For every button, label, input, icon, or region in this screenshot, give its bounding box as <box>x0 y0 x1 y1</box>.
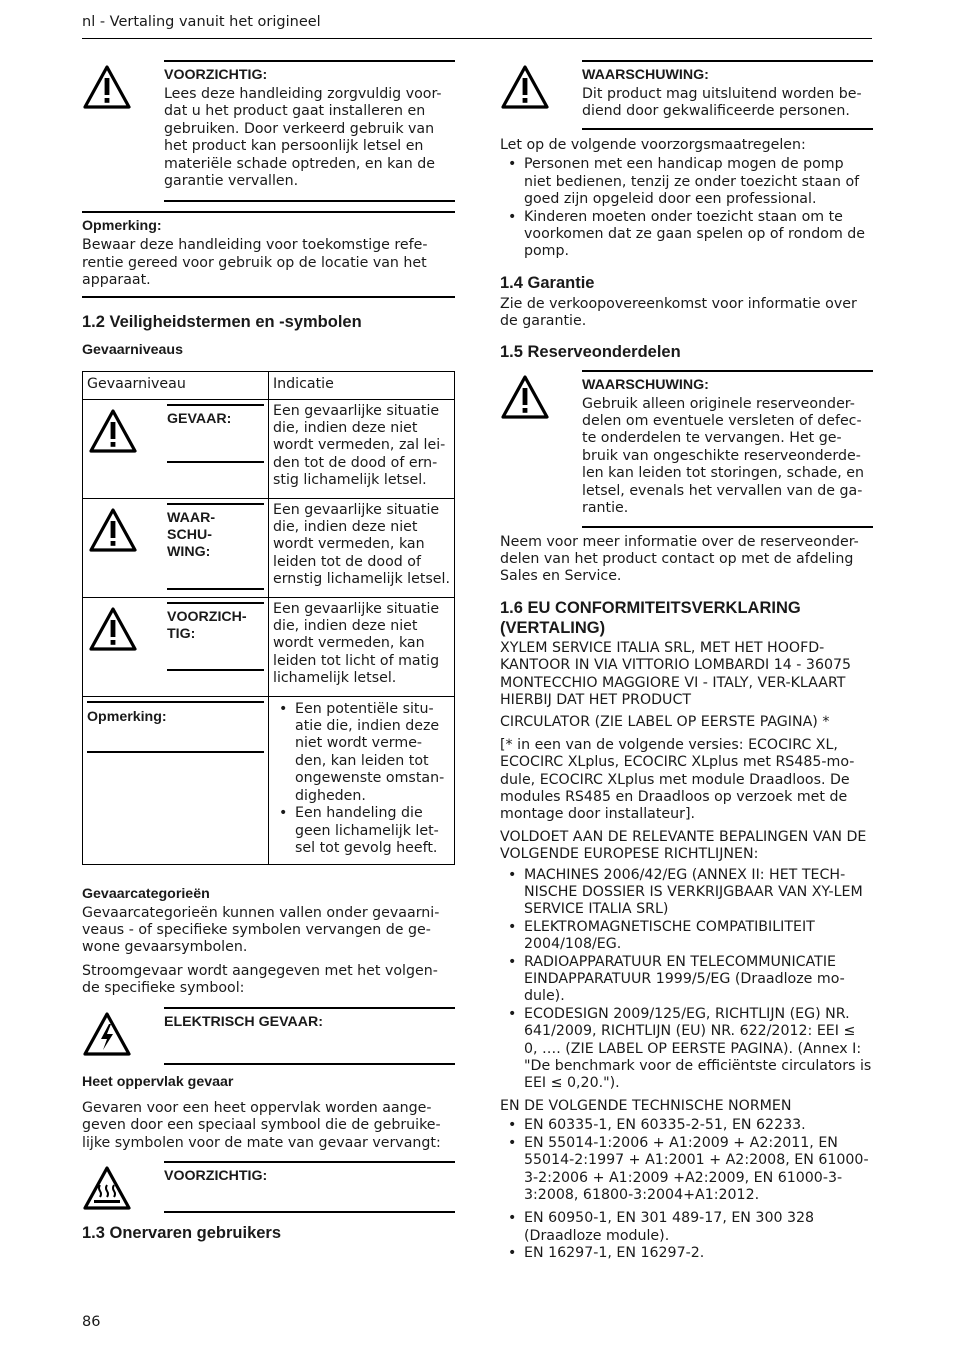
list-item: • EN 55014-1:2006 + A1:2009 + A2:2011, EN 55014-2:1997 + A1:2001 + A2:2008, EN 61000-3-2:2006 + A1:2009 +A2:2009, EN 61000-3-3:2008, 61800-3:2004+A1:2012. <box>500 1135 873 1205</box>
versions-text: [* in een van de volgende versies: ECOCIRC XL, ECOCIRC XLplus, ECOCIRC XLplus met RS485-mo-dule, ECOCIRC XLplus met module Draadloos. De modules RS485 en Draadloos op verzoek met de montage door installateur]. <box>500 736 855 823</box>
note-text: Bewaar deze handleiding voor toekomstige refe-rentie gereed voor gebruik op de locatie van het apparaat. <box>82 237 428 289</box>
norms-list <box>500 1117 873 1204</box>
right-column <box>500 60 873 1263</box>
hazard-levels-heading: Gevaarniveaus <box>82 341 183 358</box>
hazard-categories-heading: Gevaarcategorieën <box>82 885 210 902</box>
note-block <box>82 211 455 297</box>
header-rule <box>82 38 872 39</box>
list-item: • EN 60950-1, EN 301 489-17, EN 300 328 (Draadloze module). <box>500 1210 873 1245</box>
hazard-label-rule <box>167 588 264 590</box>
hot-surface-text: Gevaren voor een heet oppervlak worden aange-geven door een speciaal symbool die de gebruike-lijke symbolen voor de mate van gevaar vervangt: <box>82 1099 441 1151</box>
hazard-label-rule <box>167 461 264 463</box>
table-row <box>83 399 455 498</box>
warning-title: WAARSCHUWING: <box>582 67 709 83</box>
note-items-list <box>271 701 450 858</box>
hazard-description: Een gevaarlijke situatie die, indien deze niet wordt vermeden, kan leiden tot de dood of ernstig lichamelijk letsel. <box>269 498 455 597</box>
list-item: • ECODESIGN 2009/125/EG, RICHTLIJN (EG) NR. 641/2009, RICHTLIJN (EU) NR. 622/2012: EEI ≤ 0, …. (ZIE LABEL OP EERSTE PAGINA). (Annex I: "De benchmark voor de efficiëntste circulators is EEI ≤ 0,20."). <box>500 1006 873 1093</box>
note-title: Opmerking: <box>82 218 162 235</box>
electrical-hazard-block <box>82 1007 455 1065</box>
hot-surface-block <box>82 1161 455 1213</box>
spare-parts-warning-block <box>500 370 873 528</box>
table-header-row <box>83 371 455 399</box>
precautions-intro: Let op de volgende voorzorgsmaatregelen: <box>500 137 806 153</box>
warning-triangle-icon <box>88 507 138 553</box>
warning-triangle-icon <box>88 408 138 454</box>
note-label: Opmerking: <box>87 701 264 726</box>
norms-list-2 <box>500 1210 873 1262</box>
list-item: • Kinderen moeten onder toezicht staan om te voorkomen dat ze gaan spelen op of rondom de pomp. <box>500 209 873 261</box>
warning-triangle-icon <box>500 374 550 420</box>
left-column <box>82 60 455 1243</box>
electric-hazard-icon <box>82 1011 132 1057</box>
table-row <box>83 597 455 696</box>
warning-triangle-icon <box>88 606 138 652</box>
note-description <box>269 696 455 864</box>
electrical-hazard-title: ELEKTRISCH GEVAAR: <box>164 1013 323 1030</box>
list-item: • RADIOAPPARATUUR EN TELECOMMUNICATIE EINDAPPARATUUR 1999/5/EG (Draadloze mo-dule). <box>500 954 873 1006</box>
precautions-list <box>500 156 873 260</box>
section-1-2-heading: 1.2 Veiligheidstermen en -symbolen <box>82 312 362 331</box>
table-row <box>83 498 455 597</box>
hazard-level-cell <box>83 400 268 498</box>
list-item: • Een potentiële situ-atie die, indien deze niet wordt verme-den, kan leiden tot ongewenste omstan-digheden. <box>271 701 450 805</box>
spare-parts-warning-title: WAARSCHUWING: <box>582 376 709 393</box>
warning-triangle-icon <box>82 64 132 110</box>
directives-list <box>500 867 873 1093</box>
directives-intro: VOLDOET AAN DE RELEVANTE BEPALINGEN VAN DE VOLGENDE EUROPESE RICHTLIJNEN: <box>500 828 867 863</box>
table-header-level: Gevaarniveau <box>83 371 269 399</box>
norms-intro: EN DE VOLGENDE TECHNISCHE NORMEN <box>500 1097 792 1114</box>
note-label-rule <box>87 751 264 753</box>
hazard-level-cell <box>83 598 268 696</box>
hazard-levels-table <box>82 371 455 865</box>
table-row <box>83 696 455 864</box>
section-1-5-heading: 1.5 Reserveonderdelen <box>500 342 681 361</box>
page-number: 86 <box>82 1314 101 1330</box>
warning-text: Dit product mag uitsluitend worden be-diend door gekwalificeerde personen. <box>582 86 862 120</box>
caution-title: VOORZICHTIG: <box>164 67 268 83</box>
section-1-6-heading: 1.6 EU CONFORMITEITSVERKLARING (VERTALING) <box>500 598 801 637</box>
list-item: • EN 60335-1, EN 60335-2-51, EN 62233. <box>500 1117 873 1134</box>
running-header: nl - Vertaling vanuit het origineel <box>82 14 321 30</box>
hazard-label-warning: WAAR- SCHU- WING: <box>167 503 264 561</box>
hazard-description: Een gevaarlijke situatie die, indien deze niet wordt vermeden, zal lei-den tot de dood of ern-stig lichamelijk letsel. <box>269 399 455 498</box>
list-item: • EN 16297-1, EN 16297-2. <box>500 1245 873 1262</box>
electrical-intro-text: Stroomgevaar wordt aangegeven met het volgen-de specifieke symbool: <box>82 962 438 997</box>
hot-surface-icon <box>82 1165 132 1211</box>
table-header-indication: Indicatie <box>269 371 455 399</box>
list-item: • Een handeling die geen lichamelijk let-sel tot gevolg heeft. <box>271 805 450 857</box>
warranty-text: Zie de verkoopovereenkomst voor informatie over de garantie. <box>500 295 857 330</box>
spare-parts-text: Neem voor meer informatie over de reserveonder-delen van het product contact op met de afdeling Sales en Service. <box>500 533 859 585</box>
section-1-3-heading: 1.3 Onervaren gebruikers <box>82 1223 282 1242</box>
product-line: CIRCULATOR (ZIE LABEL OP EERSTE PAGINA) * <box>500 714 830 731</box>
hot-surface-heading: Heet oppervlak gevaar <box>82 1073 234 1090</box>
caution-text: Lees deze handleiding zorgvuldig voor-dat u het product gaat installeren en gebruiken. Door verkeerd gebruik van het product kan persoonlijk letsel en materiële schade optreden, en kan de garantie vervallen. <box>164 86 442 190</box>
warning-block <box>500 60 873 130</box>
caution-block <box>82 60 455 202</box>
list-item: • MACHINES 2006/42/EG (ANNEX II: HET TECH-NISCHE DOSSIER IS VERKRIJGBAAR VAN XY-LEM SERVICE ITALIA SRL) <box>500 867 873 919</box>
warning-triangle-icon <box>500 64 550 110</box>
list-item: • ELEKTROMAGNETISCHE COMPATIBILITEIT 2004/108/EG. <box>500 919 873 954</box>
hazard-label-caution: VOORZICH- TIG: <box>167 602 264 643</box>
hazard-categories-text: Gevaarcategorieën kunnen vallen onder gevaarni-veaus - of specifieke symbolen vervangen de ge-wone gevaarsymbolen. <box>82 904 440 956</box>
hazard-description: Een gevaarlijke situatie die, indien deze niet wordt vermeden, kan leiden tot licht of matig lichamelijk letsel. <box>269 597 455 696</box>
spare-parts-warning-text: Gebruik alleen originele reserveonder-delen om eventuele versleten of defec-te onderdelen te vervangen. Het ge-bruik van ongeschikte reserveonderde-len kan leiden tot storingen, schade, en letsel, evenals het vervallen van de ga-rantie. <box>582 395 864 517</box>
list-item: • Personen met een handicap mogen de pomp niet bedienen, tenzij ze onder toezicht staan of goed zijn opgeleid door een professional. <box>500 156 873 208</box>
hazard-level-cell <box>83 499 268 597</box>
hazard-label-rule <box>167 669 264 671</box>
hot-surface-title: VOORZICHTIG: <box>164 1167 268 1184</box>
hazard-label-danger: GEVAAR: <box>167 404 264 428</box>
declaration-text: XYLEM SERVICE ITALIA SRL, MET HET HOOFD-KANTOOR IN VIA VITTORIO LOMBARDI 14 - 36075 MONTECCHIO MAGGIORE VI - ITALY, VER-KLAART HIERBIJ DAT HET PRODUCT <box>500 639 852 708</box>
section-1-4-heading: 1.4 Garantie <box>500 273 595 292</box>
